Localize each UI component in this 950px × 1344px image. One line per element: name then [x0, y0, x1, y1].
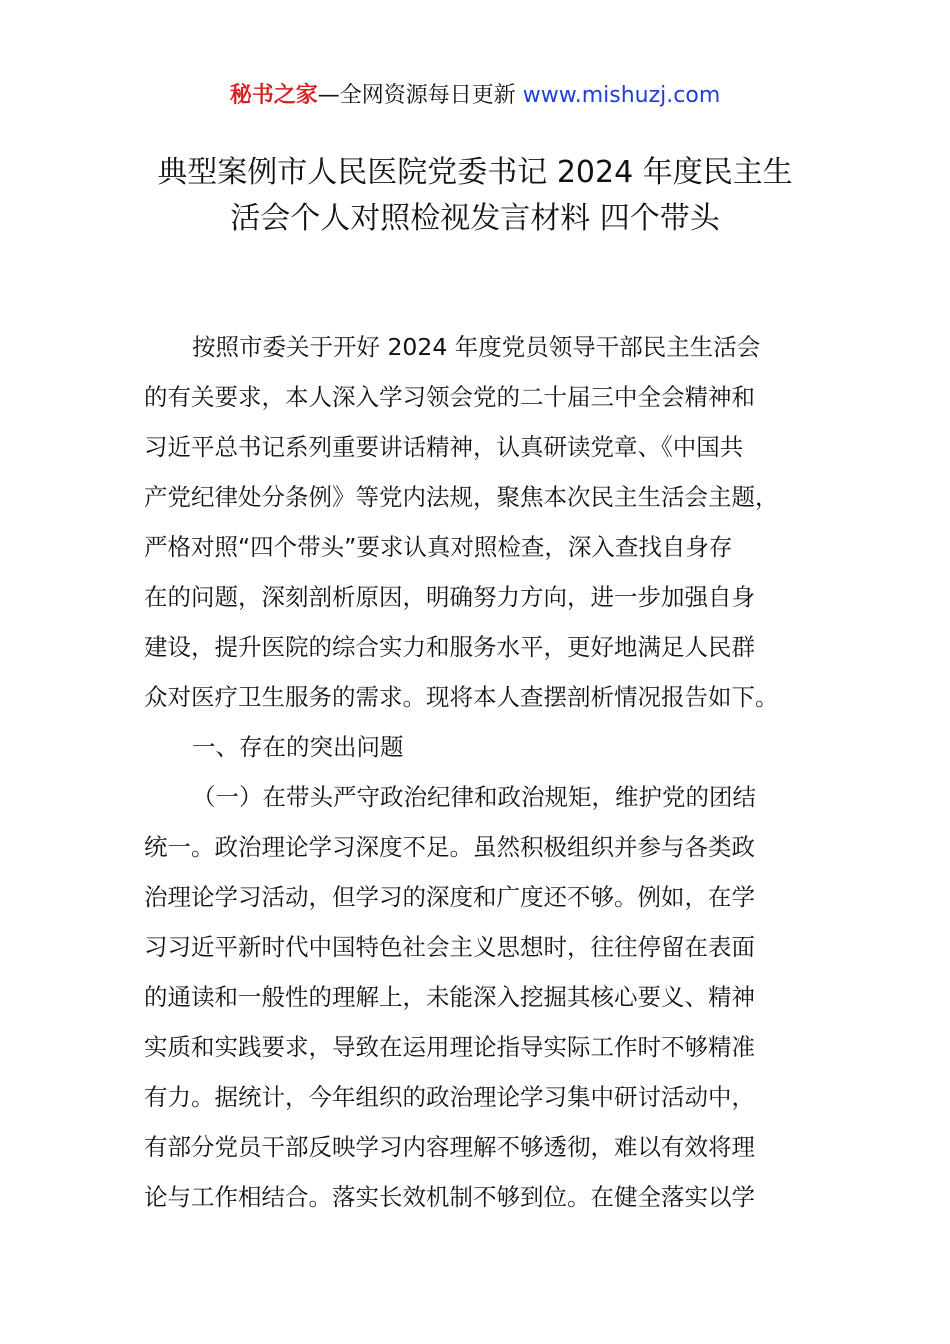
body-line: 习近平总书记系列重要讲话精神，认真研读党章、《中国共	[144, 433, 744, 461]
document-title	[0, 150, 950, 242]
body-line: （一）在带头严守政治纪律和政治规矩，维护党的团结	[192, 783, 756, 811]
body-line: 实质和实践要求，导致在运用理论指导实际工作时不够精准	[144, 1033, 755, 1061]
site-header	[0, 78, 950, 114]
body-line: 在的问题，深刻剖析原因，明确努力方向，进一步加强自身	[144, 583, 755, 611]
title-line-1: 典型案例市人民医院党委书记 2024 年度民主生	[157, 155, 793, 190]
body-line: 建设，提升医院的综合实力和服务水平，更好地满足人民群	[144, 633, 755, 661]
body-line: 习习近平新时代中国特色社会主义思想时，往往停留在表面	[144, 933, 755, 961]
body-line: 产党纪律处分条例》等党内法规，聚焦本次民主生活会主题，	[144, 483, 779, 511]
body-line: 治理论学习活动，但学习的深度和广度还不够。例如，在学	[144, 883, 755, 911]
body-line: 有部分党员干部反映学习内容理解不够透彻，难以有效将理	[144, 1133, 755, 1161]
section-heading: 一、存在的突出问题	[192, 733, 404, 761]
site-url-link[interactable]: www.mishuzj.com	[522, 83, 721, 108]
site-brand: 秘书之家	[229, 83, 318, 108]
body-line: 的有关要求，本人深入学习领会党的二十届三中全会精神和	[144, 383, 755, 411]
body-line: 统一。政治理论学习深度不足。虽然积极组织并参与各类政	[144, 833, 755, 861]
body-line: 的通读和一般性的理解上，未能深入挖掘其核心要义、精神	[144, 983, 755, 1011]
title-line-2: 活会个人对照检视发言材料 四个带头	[230, 201, 720, 236]
document-body	[144, 322, 824, 1222]
body-line: 按照市委关于开好 2024 年度党员领导干部民主生活会	[192, 333, 761, 361]
body-line: 严格对照“四个带头”要求认真对照检查，深入查找自身存	[144, 533, 733, 561]
body-line: 有力。据统计，今年组织的政治理论学习集中研讨活动中，	[144, 1083, 755, 1111]
body-line: 论与工作相结合。落实长效机制不够到位。在健全落实以学	[144, 1183, 755, 1211]
site-slogan: —全网资源每日更新	[317, 83, 523, 108]
body-line: 众对医疗卫生服务的需求。现将本人查摆剖析情况报告如下。	[144, 683, 779, 711]
